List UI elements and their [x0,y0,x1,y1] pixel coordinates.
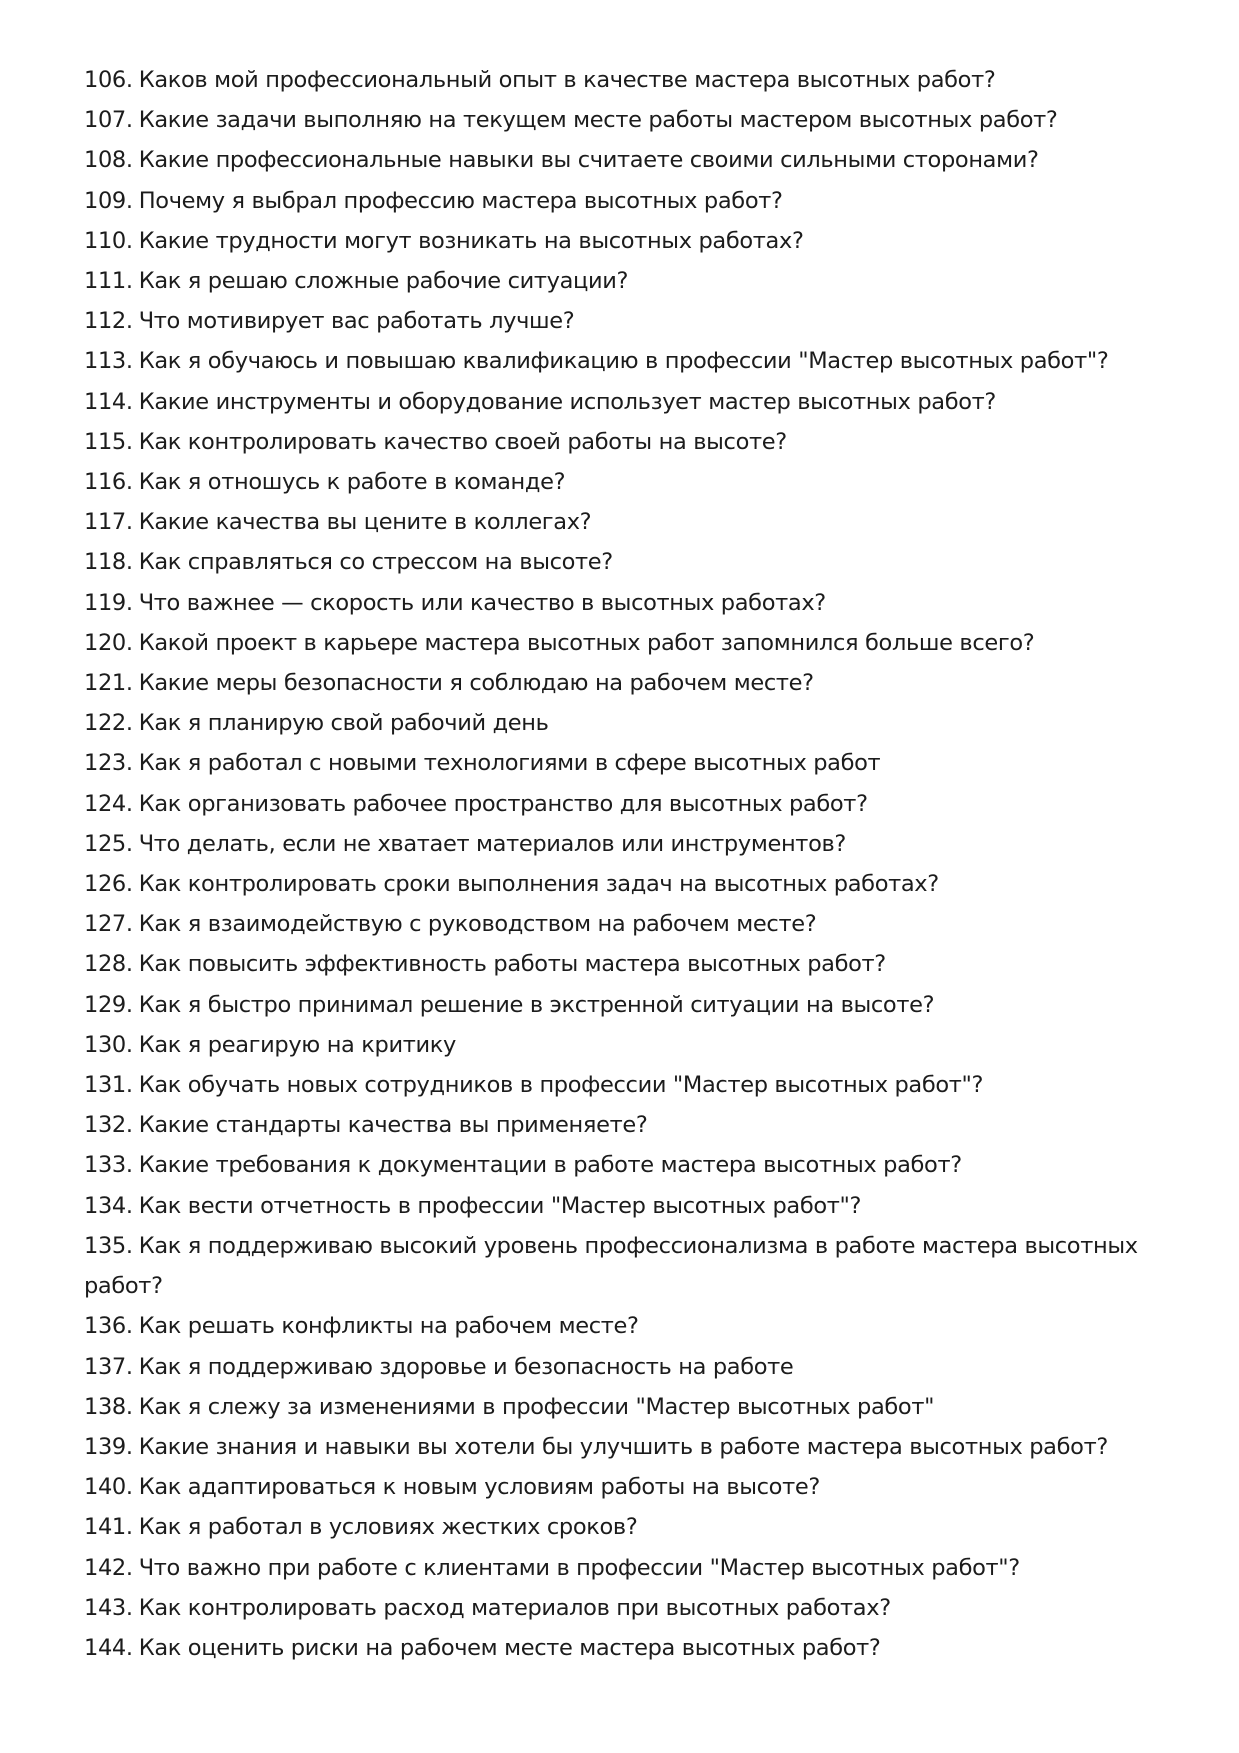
question-text: Какие качества вы цените в коллегах? [138,509,592,536]
question-number: 137. [84,1353,133,1380]
question-item [84,1507,1164,1547]
question-number: 140. [84,1474,133,1501]
question-item [84,542,1164,582]
question-item [84,261,1164,301]
question-text: Как контролировать расход материалов при высотных работах? [138,1594,891,1621]
question-item [84,743,1164,783]
question-number: 135. [84,1232,133,1259]
question-text: Что важнее — скорость или качество в высотных работах? [138,589,826,616]
question-text: Как я реагирую на критику [138,1031,456,1058]
question-item [84,301,1164,341]
question-number: 109. [84,187,133,214]
question-item [84,140,1164,180]
question-text: Какие инструменты и оборудование использует мастер высотных работ? [138,388,996,415]
question-number: 121. [84,670,133,697]
question-text: Как организовать рабочее пространство для высотных работ? [138,790,868,817]
question-text: Что делать, если не хватает материалов или инструментов? [138,830,846,857]
question-item [84,904,1164,944]
question-item [84,1105,1164,1145]
question-text: Как справляться со стрессом на высоте? [138,549,613,576]
question-text: Как контролировать сроки выполнения задач на высотных работах? [138,871,939,898]
question-number: 127. [84,911,133,938]
question-item [84,382,1164,422]
question-number: 134. [84,1192,133,1219]
question-item [84,784,1164,824]
question-text: Как я слежу за изменениями в профессии "Мастер высотных работ" [138,1393,935,1420]
question-number: 144. [84,1634,133,1661]
question-number: 129. [84,991,133,1018]
question-text: Как я решаю сложные рабочие ситуации? [138,268,629,295]
question-item [84,1628,1164,1668]
question-number: 124. [84,790,133,817]
question-text: Как я обучаюсь и повышаю квалификацию в профессии "Мастер высотных работ"? [138,348,1109,375]
question-item [84,583,1164,623]
question-number: 125. [84,830,133,857]
question-text: Как я взаимодействую с руководством на рабочем месте? [138,911,817,938]
question-text: Как я отношусь к работе в команде? [138,469,566,496]
question-text: Какие задачи выполняю на текущем месте работы мастером высотных работ? [138,107,1058,134]
question-item [84,1025,1164,1065]
question-item [84,623,1164,663]
question-list [84,60,1164,1668]
question-number: 115. [84,428,133,455]
question-text: Какие знания и навыки вы хотели бы улучшить в работе мастера высотных работ? [138,1433,1108,1460]
question-number: 142. [84,1554,133,1581]
question-item [84,1588,1164,1628]
question-text: Как повысить эффективность работы мастера высотных работ? [138,951,886,978]
question-number: 123. [84,750,133,777]
question-text: Какой проект в карьере мастера высотных работ запомнился больше всего? [138,629,1035,656]
question-number: 141. [84,1514,133,1541]
question-item [84,663,1164,703]
question-number: 113. [84,348,133,375]
question-number: 106. [84,67,133,93]
question-number: 143. [84,1594,133,1621]
question-text: Какие стандарты качества вы применяете? [138,1112,648,1139]
question-number: 128. [84,951,133,978]
question-text: Как я быстро принимал решение в экстренной ситуации на высоте? [138,991,935,1018]
question-number: 111. [84,268,133,295]
question-number: 132. [84,1112,133,1139]
question-item [84,422,1164,462]
question-text: Как я поддерживаю высокий уровень профессионализма в работе мастера высотных работ? [84,1232,1138,1300]
question-text: Какие профессиональные навыки вы считаете своими сильными сторонами? [138,147,1039,174]
question-number: 114. [84,388,133,415]
question-text: Как я работал в условиях жестких сроков? [138,1514,638,1541]
question-item [84,1467,1164,1507]
question-item [84,1145,1164,1185]
question-item [84,1427,1164,1467]
question-text: Как адаптироваться к новым условиям работы на высоте? [138,1474,820,1501]
question-item [84,1347,1164,1387]
question-text: Что важно при работе с клиентами в профессии "Мастер высотных работ"? [138,1554,1020,1581]
question-number: 107. [84,107,133,134]
question-text: Как контролировать качество своей работы на высоте? [138,428,787,455]
question-text: Как обучать новых сотрудников в профессии "Мастер высотных работ"? [138,1072,984,1099]
question-number: 133. [84,1152,133,1179]
question-text: Какие меры безопасности я соблюдаю на рабочем месте? [138,670,814,697]
question-item [84,221,1164,261]
question-number: 119. [84,589,133,616]
question-item [84,1306,1164,1346]
question-item [84,703,1164,743]
question-number: 138. [84,1393,133,1420]
question-number: 136. [84,1313,133,1340]
question-item [84,181,1164,221]
question-number: 116. [84,469,133,496]
question-item [84,341,1164,381]
question-text: Почему я выбрал профессию мастера высотных работ? [138,187,783,214]
question-item [84,1387,1164,1427]
question-item [84,1548,1164,1588]
question-number: 122. [84,710,133,737]
question-text: Какие трудности могут возникать на высотных работах? [138,227,804,254]
question-number: 130. [84,1031,133,1058]
question-text: Каков мой профессиональный опыт в качестве мастера высотных работ? [138,67,996,93]
question-text: Как я поддерживаю здоровье и безопасность на работе [138,1353,794,1380]
question-text: Что мотивирует вас работать лучше? [138,308,575,335]
question-item [84,60,1164,100]
question-item [84,1065,1164,1105]
question-item [84,864,1164,904]
question-item [84,824,1164,864]
question-item [84,985,1164,1025]
question-text: Как оценить риски на рабочем месте мастера высотных работ? [138,1634,881,1661]
question-number: 131. [84,1072,133,1099]
question-number: 139. [84,1433,133,1460]
question-item [84,1226,1164,1306]
question-text: Как вести отчетность в профессии "Мастер высотных работ"? [138,1192,862,1219]
question-number: 110. [84,227,133,254]
question-text: Как решать конфликты на рабочем месте? [138,1313,639,1340]
question-number: 112. [84,308,133,335]
question-item [84,462,1164,502]
question-text: Как я работал с новыми технологиями в сфере высотных работ [138,750,881,777]
question-number: 118. [84,549,133,576]
question-text: Как я планирую свой рабочий день [138,710,549,737]
question-item [84,502,1164,542]
question-number: 120. [84,629,133,656]
question-item [84,944,1164,984]
question-number: 117. [84,509,133,536]
question-item [84,1186,1164,1226]
question-number: 126. [84,871,133,898]
question-item [84,100,1164,140]
question-number: 108. [84,147,133,174]
question-text: Какие требования к документации в работе мастера высотных работ? [138,1152,962,1179]
